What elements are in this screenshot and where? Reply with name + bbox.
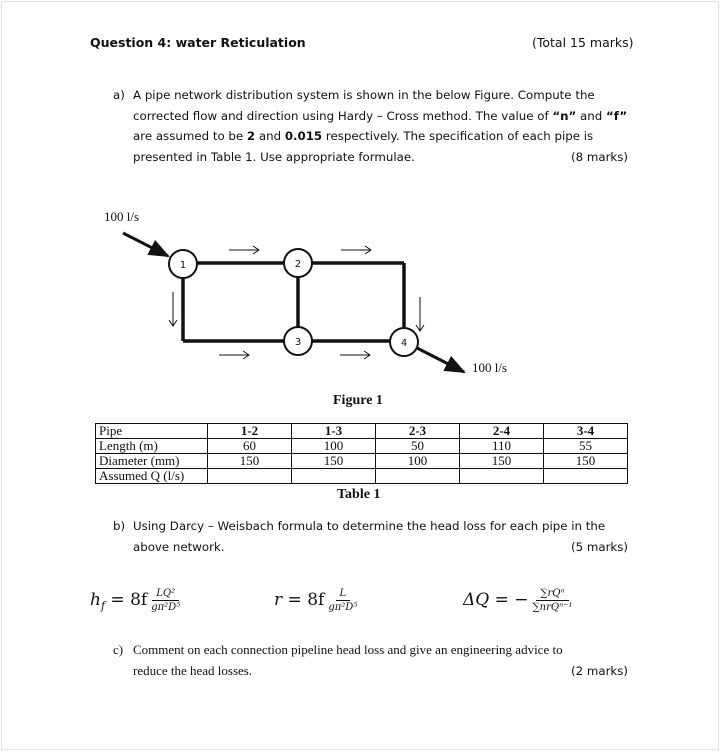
- table-cell: Pipe: [96, 424, 208, 439]
- text: ΔQ: [463, 590, 490, 610]
- f-value: 0.015: [284, 129, 323, 143]
- n-value: 2: [246, 129, 256, 143]
- table-row: [96, 424, 628, 439]
- text: f: [100, 599, 106, 613]
- n-symbol: “n”: [552, 108, 577, 123]
- table-cell: 60: [208, 439, 292, 454]
- numerator: L: [336, 588, 351, 601]
- part-c-line-1: Comment on each connection pipeline head loss and give an engineering advice to: [133, 642, 563, 657]
- text: = −: [489, 590, 529, 610]
- part-c-marks: (2 marks): [570, 663, 628, 678]
- outflow-label: 100 l/s: [472, 360, 508, 375]
- part-b-line-2: [133, 537, 628, 558]
- table-caption: Table 1: [337, 487, 381, 502]
- table-cell: 110: [460, 439, 544, 454]
- part-c-label: c): [113, 642, 124, 657]
- part-a-label: a): [113, 88, 125, 102]
- pipe-spec-table: [95, 423, 628, 484]
- formula-head-loss: [90, 588, 180, 613]
- arrow-right-icon: [341, 246, 371, 254]
- part-c-line-2: [133, 661, 628, 682]
- inflow-label: 100 l/s: [104, 209, 140, 224]
- arrow-down-icon: [416, 297, 424, 331]
- numerator: ∑rQⁿ: [536, 588, 568, 601]
- table-cell: 100: [292, 439, 376, 454]
- formula-resistance: [274, 588, 357, 613]
- denominator: gπ²D⁵: [151, 602, 181, 613]
- numerator: LQ²: [152, 588, 179, 601]
- text: presented in Table 1. Use appropriate formulae.: [133, 149, 415, 164]
- part-b-label: b): [113, 519, 126, 533]
- question-title: Question 4: water Reticulation: [90, 35, 306, 50]
- part-a-marks: (8 marks): [570, 149, 628, 164]
- table-cell: 2-4: [460, 424, 544, 439]
- text: respectively. The specification of each pipe is: [322, 129, 594, 143]
- arrow-right-icon: [340, 351, 370, 359]
- text: reduce the head losses.: [133, 662, 253, 678]
- text: corrected flow and direction using Hardy – Cross method. The value of: [133, 108, 553, 123]
- table-cell: [460, 469, 544, 484]
- table-row: [96, 454, 628, 469]
- table-cell: 3-4: [544, 424, 628, 439]
- table-cell: 150: [292, 454, 376, 469]
- table-row: [96, 469, 628, 484]
- part-b-marks: (5 marks): [570, 539, 628, 554]
- table-cell: 2-3: [376, 424, 460, 439]
- node-3-label: 3: [294, 337, 302, 348]
- table-cell: 50: [376, 439, 460, 454]
- table-cell: Diameter (mm): [96, 454, 208, 469]
- text: above network.: [133, 539, 225, 554]
- f-symbol: “f”: [606, 108, 628, 123]
- node-2-label: 2: [294, 259, 302, 270]
- inflow-arrow: [123, 233, 168, 256]
- table-cell: 55: [544, 439, 628, 454]
- total-marks: (Total 15 marks): [532, 35, 634, 50]
- text: r: [274, 590, 283, 610]
- text: and: [255, 129, 285, 143]
- table-cell: Assumed Q (l/s): [96, 469, 208, 484]
- table-cell: 150: [208, 454, 292, 469]
- part-c-text: [133, 640, 628, 681]
- table-cell: [544, 469, 628, 484]
- node-1-label: 1: [179, 260, 187, 271]
- table-cell: [208, 469, 292, 484]
- table-cell: 1-2: [208, 424, 292, 439]
- table-cell: Length (m): [96, 439, 208, 454]
- text: h: [90, 590, 101, 610]
- part-b-line-1: Using Darcy – Weisbach formula to determine the head loss for each pipe in the: [133, 519, 606, 533]
- part-b-text: [133, 516, 628, 557]
- table-cell: 100: [376, 454, 460, 469]
- denominator: ∑nrQⁿ⁻¹: [532, 602, 573, 613]
- text: and: [576, 108, 607, 123]
- denominator: gπ²D⁵: [328, 602, 358, 613]
- table-cell: 1-3: [292, 424, 376, 439]
- text: = 8f: [105, 590, 148, 610]
- text: = 8f: [282, 590, 325, 610]
- table-cell: [292, 469, 376, 484]
- part-a-line-1: A pipe network distribution system is shown in the below Figure. Compute the: [133, 88, 595, 102]
- table-row: [96, 439, 628, 454]
- table-cell: [376, 469, 460, 484]
- figure-caption: Figure 1: [333, 393, 383, 408]
- table-cell: 150: [460, 454, 544, 469]
- text: are assumed to be: [133, 129, 247, 143]
- formula-flow-correction: [463, 588, 572, 613]
- arrow-right-icon: [219, 351, 249, 359]
- outflow-arrow: [417, 348, 464, 372]
- arrow-down-icon: [169, 292, 177, 326]
- table-cell: 150: [544, 454, 628, 469]
- node-4-label: 4: [400, 338, 408, 349]
- arrow-right-icon: [229, 246, 259, 254]
